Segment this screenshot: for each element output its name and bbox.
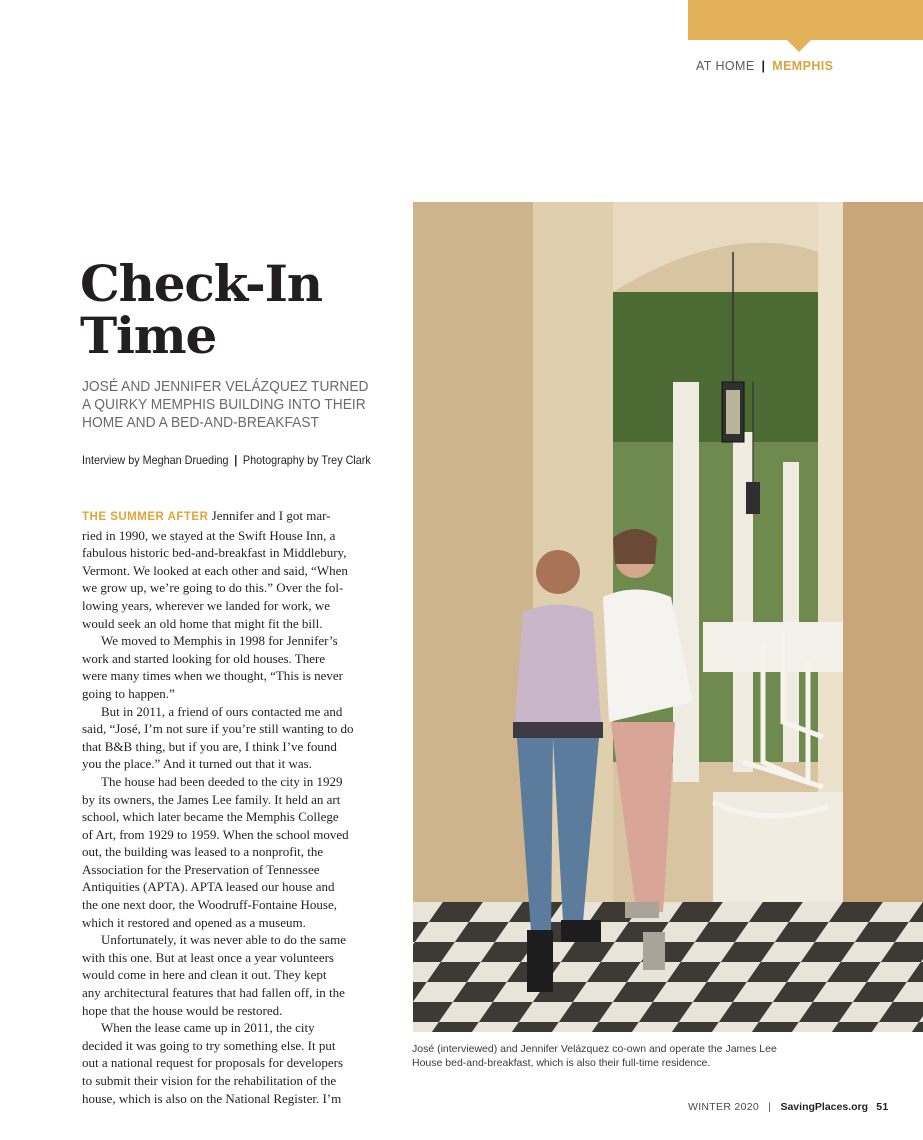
body-line: by its owners, the James Lee family. It held an art xyxy=(82,791,341,807)
body-line: work and started looking for old houses. There xyxy=(82,650,326,666)
body-line: of Art, from 1929 to 1959. When the school moved xyxy=(82,826,349,842)
body-line: school, which later became the Memphis College xyxy=(82,809,339,825)
body-paragraph xyxy=(82,773,374,931)
footer-site-link[interactable]: SavingPlaces.org xyxy=(780,1101,869,1113)
body-line: that B&B thing, but if you are, I think I’ve found xyxy=(82,738,337,754)
left-wall xyxy=(413,202,533,902)
body-paragraph xyxy=(82,632,374,702)
right-pillar xyxy=(843,202,923,922)
caption-line: House bed-and-breakfast, which is also their full-time residence. xyxy=(412,1057,711,1069)
body-line: Antiquities (APTA). APTA leased our house and xyxy=(82,879,335,895)
subtitle-line: JOSÉ AND JENNIFER VELÁZQUEZ TURNED xyxy=(82,378,369,395)
body-line: We moved to Memphis in 1998 for Jennifer’s xyxy=(101,633,338,649)
subtitle-line: A QUIRKY MEMPHIS BUILDING INTO THEIR xyxy=(82,396,366,413)
body-line: would seek an old home that might fit the bill. xyxy=(82,615,323,631)
body-line: lowing years, wherever we landed for work, we xyxy=(82,597,330,613)
page-footer xyxy=(688,1101,889,1113)
body-line: out, the building was leased to a nonprofit, the xyxy=(82,844,324,860)
body-line xyxy=(82,507,374,527)
lede-text: THE SUMMER AFTER xyxy=(82,511,209,523)
title-line: Check-In xyxy=(80,254,322,313)
body-line: Unfortunately, it was never able to do the same xyxy=(101,932,346,948)
body-line: decided it was going to try something else. It put xyxy=(82,1037,336,1053)
article-body xyxy=(82,507,374,1107)
lantern xyxy=(746,482,760,514)
header-color-tab xyxy=(688,0,923,40)
body-line: any architectural features that had fallen off, in the xyxy=(82,985,345,1001)
body-line: we grow up, we’re going to do this.” Over the fol- xyxy=(82,580,344,596)
body-line: When the lease came up in 2011, the city xyxy=(101,1020,315,1036)
body-paragraph xyxy=(82,507,374,632)
porch-photo-illustration xyxy=(413,202,923,1032)
byline-separator: | xyxy=(234,453,238,467)
body-line: house, which is also on the National Register. I’m xyxy=(82,1090,342,1106)
body-line: The house had been deeded to the city in 1929 xyxy=(101,773,343,789)
section-name: AT HOME xyxy=(696,59,755,73)
body-line: fabulous historic bed-and-breakfast in Middlebury, xyxy=(82,545,347,561)
body-line: hope that the house would be restored. xyxy=(82,1002,283,1018)
body-line: with this one. But at least once a year volunteers xyxy=(82,949,334,965)
body-line: you the place.” And it turned out that it was. xyxy=(82,756,312,772)
section-separator: | xyxy=(761,59,766,73)
footer-separator: | xyxy=(768,1101,772,1113)
subtitle-line: HOME AND A BED-AND-BREAKFAST xyxy=(82,414,319,431)
footer-issue: WINTER 2020 xyxy=(688,1101,759,1113)
body-line: would come in here and clean it out. They kept xyxy=(82,967,327,983)
section-city: MEMPHIS xyxy=(772,59,834,73)
photo-caption xyxy=(412,1042,882,1070)
article-title xyxy=(80,254,400,365)
header-tab-pointer xyxy=(787,40,811,52)
body-line: to submit their vision for the rehabilitation of the xyxy=(82,1073,337,1088)
byline-photography: Photography by Trey Clark xyxy=(242,453,371,467)
page-number: 51 xyxy=(876,1101,889,1113)
caption-line: José (interviewed) and Jennifer Velázquez co-own and operate the James Lee xyxy=(412,1043,777,1055)
body-line: which it restored and opened as a museum. xyxy=(82,914,306,930)
body-line: out a national request for proposals for developers xyxy=(82,1055,344,1071)
section-label xyxy=(696,59,833,73)
lantern-glass xyxy=(726,390,740,434)
article-subtitle xyxy=(82,378,386,432)
railing xyxy=(703,622,843,672)
byline-interview: Interview by Meghan Drueding xyxy=(82,453,229,467)
body-line: the one next door, the Woodruff-Fontaine House, xyxy=(82,897,338,913)
body-line-text: Jennifer and I got mar- xyxy=(208,508,331,523)
body-line: ried in 1990, we stayed at the Swift House Inn, a xyxy=(82,527,336,543)
title-line: Time xyxy=(80,306,217,365)
body-paragraph xyxy=(82,1019,374,1107)
porch-photo xyxy=(413,202,923,1032)
body-paragraph xyxy=(82,703,374,773)
body-line: But in 2011, a friend of ours contacted me and xyxy=(101,703,343,719)
body-line: said, “José, I’m not sure if you’re still wanting to do xyxy=(82,721,354,737)
body-line: Association for the Preservation of Tennessee xyxy=(82,861,320,877)
byline xyxy=(82,453,371,467)
porch-column xyxy=(673,382,699,782)
body-line: going to happen.” xyxy=(82,685,175,701)
body-line: were many times when we thought, “This is never xyxy=(82,668,344,684)
body-line: Vermont. We looked at each other and said, “When xyxy=(82,562,348,578)
checkered-floor xyxy=(413,902,923,1032)
body-paragraph xyxy=(82,931,374,1019)
